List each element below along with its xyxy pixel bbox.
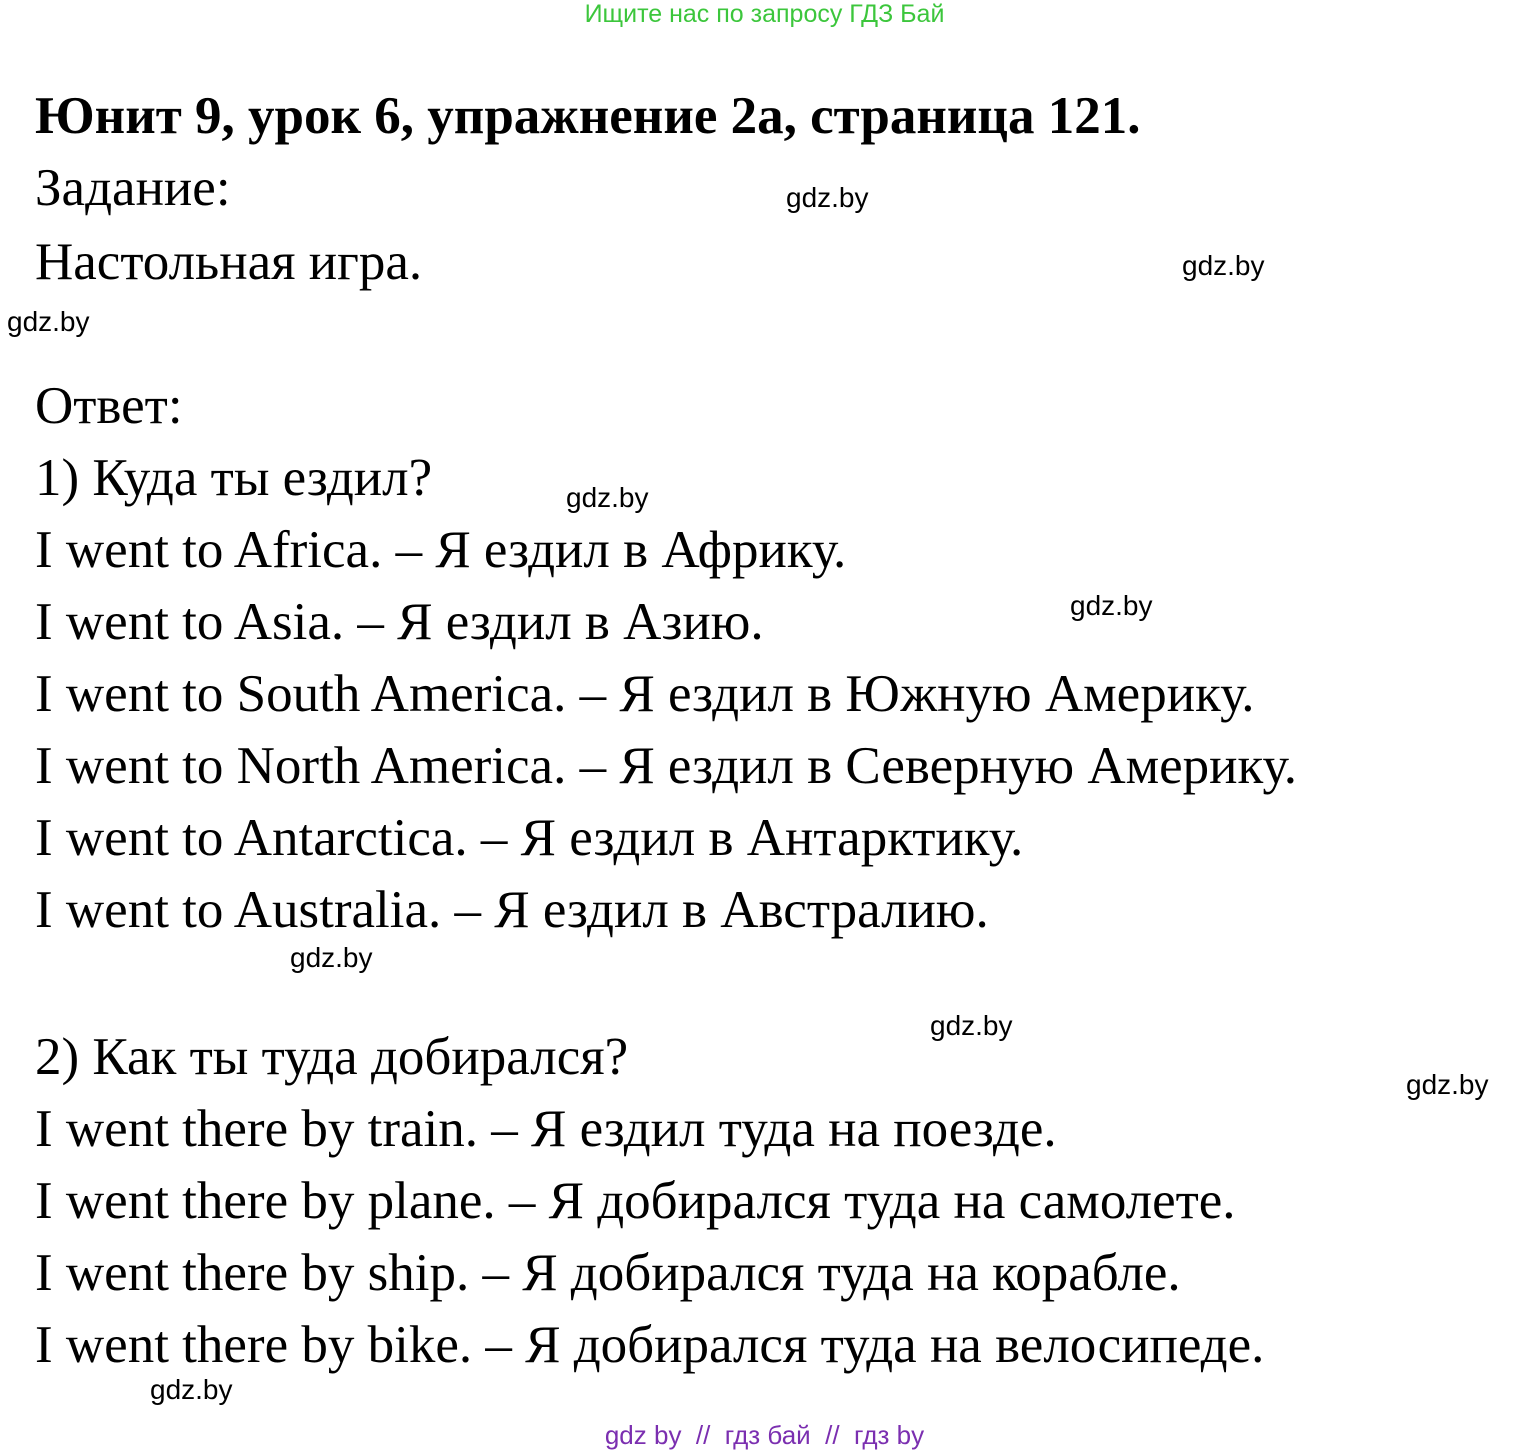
watermark: gdz.by xyxy=(1070,590,1153,621)
answer-label: Ответ: xyxy=(35,377,183,435)
answer-line: I went to Asia. – Я ездил в Азию. xyxy=(35,593,764,651)
answer-line: I went there by train. – Я ездил туда на поезде. xyxy=(35,1100,1057,1158)
answer-line: I went there by plane. – Я добирался туда на самолете. xyxy=(35,1172,1236,1230)
answer-line: I went to Africa. – Я ездил в Африку. xyxy=(35,521,847,579)
page-title: Юнит 9, урок 6, упражнение 2а, страница 121. xyxy=(35,87,1141,145)
watermark: gdz.by xyxy=(150,1374,233,1405)
answer-line: I went to Australia. – Я ездил в Австралию. xyxy=(35,881,989,939)
task-label: Задание: xyxy=(35,159,231,217)
section2-question: 2) Как ты туда добирался? xyxy=(35,1028,629,1086)
answer-line: I went there by bike. – Я добирался туда на велосипеде. xyxy=(35,1316,1265,1374)
answer-line: I went to North America. – Я ездил в Северную Америку. xyxy=(35,737,1297,795)
watermark: gdz.by xyxy=(290,942,373,973)
task-text: Настольная игра. xyxy=(35,233,423,291)
watermark: gdz.by xyxy=(930,1010,1013,1041)
watermark: gdz.by xyxy=(786,182,869,213)
watermark: gdz.by xyxy=(7,306,90,337)
search-banner: Ищите нас по запросу ГДЗ Бай xyxy=(584,0,945,28)
section1-question: 1) Куда ты ездил? xyxy=(35,449,433,507)
watermark: gdz.by xyxy=(1406,1069,1489,1100)
answer-line: I went there by ship. – Я добирался туда на корабле. xyxy=(35,1244,1181,1302)
answer-line: I went to Antarctica. – Я ездил в Антарктику. xyxy=(35,809,1024,867)
watermark: gdz.by xyxy=(566,482,649,513)
watermark: gdz.by xyxy=(1182,250,1265,281)
footer-links: gdz by // гдз бай // гдз by xyxy=(604,1420,925,1450)
answer-line: I went to South America. – Я ездил в Южную Америку. xyxy=(35,665,1255,723)
